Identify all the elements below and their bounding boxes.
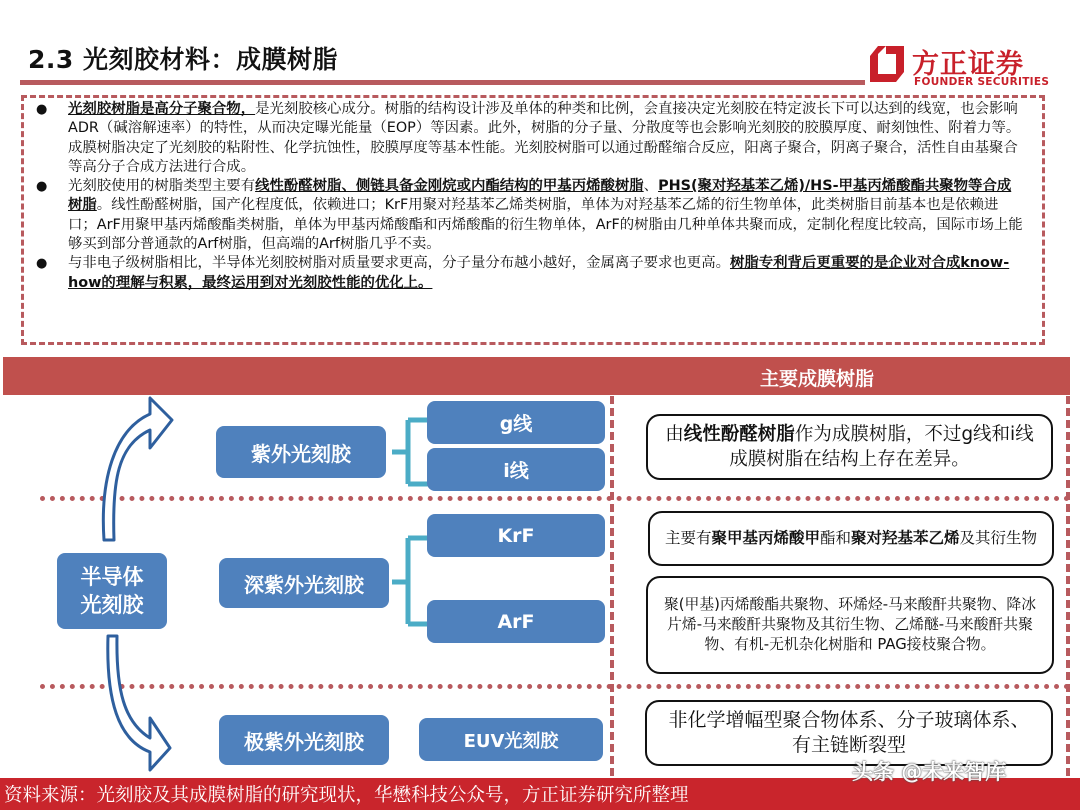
category-uv-photoresist: 紫外光刻胶 — [216, 426, 386, 478]
watermark: 头条 @未来智库 — [852, 760, 1007, 784]
bullet-3-text: 与非电子级树脂相比，半导体光刻胶树脂对质量要求更高，分子量分布越小越好，金属离子要求也更高。 — [68, 255, 730, 272]
diagram-header-label: 主要成膜树脂 — [760, 368, 875, 390]
resin-krf-post: 及其衍生物 — [959, 529, 1038, 547]
subtype-i-line: i线 — [427, 448, 605, 491]
resin-krf-mid: 酯和 — [819, 529, 851, 547]
resin-desc-euv: 非化学增幅型聚合物体系、分子玻璃体系、有主链断裂型 — [645, 700, 1053, 766]
resin-krf-bold-1: 聚甲基丙烯酸甲 — [711, 529, 820, 547]
arrow-up-icon — [103, 398, 172, 540]
logo-text-en: FOUNDER SECURITIES — [914, 76, 1050, 88]
bracket-duv-icon — [392, 538, 428, 624]
resin-uv-pre: 由 — [665, 424, 684, 445]
resin-uv-post: 作为成膜树脂，不过g线和i线成膜树脂在结构上存在差异。 — [729, 424, 1034, 470]
category-duv-photoresist: 深紫外光刻胶 — [219, 558, 389, 608]
bullet-2-text: 。线性酚醛树脂，国产化程度低，依赖进口；KrF用聚对羟基苯乙烯类树脂，单体为对羟基苯乙烯的衍生物单体，此类树脂目前基本也是依赖进口；ArF用聚甲基丙烯酸酯类树脂，单体为甲基丙烯酸酯和丙烯酸酯的衍生物单体，ArF的树脂由几种单体共聚而成，定制化程度比较高，国际市场上能够买到部分普通款的Arf树脂，但高端的Arf树脂几乎不卖。 — [68, 197, 1023, 253]
resin-desc-krf — [648, 511, 1054, 566]
bullet-2-bold-1: 线性酚醛树脂、侧链具备金刚烷或内酯结构的甲基丙烯酸树脂 — [255, 178, 644, 195]
bullet-1-bold-lead: 光刻胶树脂是高分子聚合物， — [68, 101, 256, 117]
bullet-2-bold-2: PHS(聚对羟基苯乙烯)/HS-甲基丙烯酸酯共聚物等合成树脂 — [68, 178, 1012, 214]
root-node-line-1: 半导体 — [80, 565, 144, 589]
subtype-g-line: g线 — [427, 401, 605, 444]
bullet-1-text: 是光刻胶核心成分。树脂的结构设计涉及单体的种类和比例，会直接决定光刻胶在特定波长下可以达到的线宽，也会影响ADR（碱溶解速率）的特性，从而决定曝光能量（EOP）等因素。此外，树脂的分子量、分散度等也会影响光刻胶的胶膜厚度、耐刻蚀性、附着力等。成膜树脂决定了光刻胶的粘附性、化学抗蚀性，胶膜厚度等基本性能。光刻胶树脂可以通过酚醛缩合反应，阳离子聚合，阴离子聚合，活性自由基聚合等高分子合成方法进行合成。 — [68, 101, 1021, 175]
subtype-krf: KrF — [427, 514, 605, 557]
root-node-line-2: 光刻胶 — [80, 593, 144, 617]
resin-krf-pre: 主要有 — [664, 529, 712, 547]
subtype-arf: ArF — [427, 600, 605, 643]
resin-krf-bold-2: 聚对羟基苯乙烯 — [851, 529, 960, 547]
bullet-2-sep: 、 — [643, 178, 659, 195]
category-euv-photoresist: 极紫外光刻胶 — [219, 715, 389, 765]
root-node-semiconductor-photoresist — [57, 553, 167, 629]
arrow-down-icon — [108, 636, 170, 770]
resin-desc-uv — [646, 414, 1053, 480]
bullet-3-bold-tail: 树脂专利背后更重要的是企业对合成know-how的理解与积累，最终运用到对光刻胶性能的优化上。 — [68, 255, 1010, 291]
bracket-uv-icon — [392, 420, 428, 484]
resin-desc-arf: 聚(甲基)丙烯酸酯共聚物、环烯烃-马来酸酐共聚物、降冰片烯-马来酸酐共聚物及其衍生物、乙烯醚-马来酸酐共聚物、有机-无机杂化树脂和 PAG接枝聚合物。 — [646, 576, 1054, 674]
subtype-euv: EUV光刻胶 — [419, 718, 603, 761]
bullet-2-prefix: 光刻胶使用的树脂类型主要有 — [68, 178, 256, 195]
logo-text-cn: 方正证券 — [912, 49, 1024, 80]
page-title: 2.3 光刻胶材料：成膜树脂 — [28, 45, 338, 74]
resin-uv-bold: 线性酚醛树脂 — [683, 424, 795, 445]
source-citation: 资料来源：光刻胶及其成膜树脂的研究现状，华懋科技公众号，方正证券研究所整理 — [4, 785, 689, 806]
